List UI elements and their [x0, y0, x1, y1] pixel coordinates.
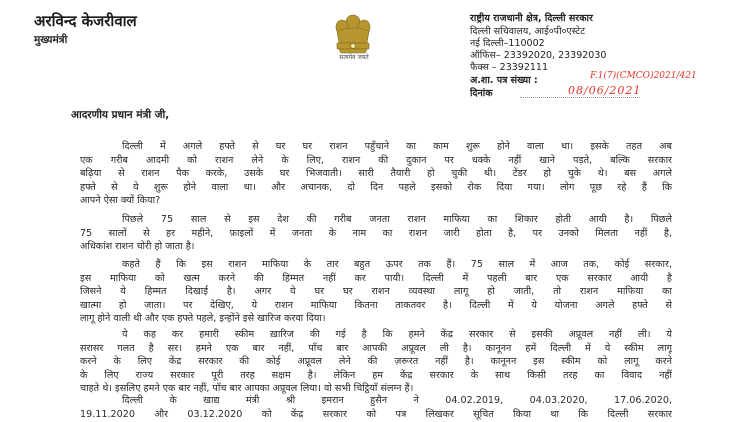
paragraph-line: हफ्ते से ये शुरू होने वाला था। और अचानक, दो दिन पहले इसको रोक दिया गया। लोग पूछ रहे हैं कि	[80, 181, 672, 193]
paragraph-line: लागू होने वाली थी और एक हफ्ते पहले, इन्होंने इसे खारिज करवा दिया।	[80, 313, 326, 324]
address-line-5: फैक्स – 23392111	[470, 62, 549, 73]
salutation: आदरणीय प्रधान मंत्री जी,	[71, 109, 170, 121]
reference-label: अ.शा. पत्र संख्या :	[470, 75, 538, 86]
date-label: दिनांक	[470, 88, 493, 99]
paragraph-line: खात्मा हो जाता। पर देखिए, ये राशन माफिया कितना ताकतवर है। दिल्ली में ये योजना अगले हफ्ते से	[80, 299, 672, 311]
address-line-1: राष्ट्रीय राजधानी क्षेत्र, दिल्ली सरकार	[470, 13, 593, 24]
reference-number: F.1(7)(CMCO)2021/421	[590, 71, 697, 81]
body-paragraph-2	[80, 213, 672, 254]
paragraph-line: जिसने ये हिम्मत दिखाई है। अगर ये घर घर राशन व्यवस्था लागू हो जाती, तो राशन माफिया का	[80, 286, 672, 297]
paragraph-line: 19.11.2020 और 03.12.2020 को केंद्र सरकार को पत्र लिखकर सूचित किया था कि दिल्ली सरकार	[80, 408, 672, 420]
paragraph-line: अधिकांश राशन चोरी हो जाता है।	[80, 241, 195, 252]
body-paragraph-4	[80, 328, 672, 396]
sender-name: अरविन्द केजरीवाल	[34, 12, 137, 30]
body-paragraph-5	[80, 394, 672, 421]
paragraph-line: करने के लिए केंद्र सरकार की कोई अप्रूवल लेने की ज़रूरत नहीं है। कानूनन इस स्कीम को लागू करने	[80, 356, 672, 367]
body-paragraph-1	[80, 140, 672, 208]
paragraph-line: के लिए राज्य सरकार पूरी तरह सक्षम है। लेकिन हम केंद्र सरकार के साथ किसी तरह का विवाद नहीं	[80, 369, 672, 381]
body-paragraph-3	[80, 258, 672, 326]
paragraph-line: ये कह कर हमारी स्कीम ख़ारिज की गई है कि हमने केंद्र सरकार से इसकी अप्रूवल नहीं ली। ये	[122, 329, 672, 340]
date-underline	[520, 97, 640, 98]
address-line-2: दिल्ली सचिवालय, आई०पी०एस्टेट	[470, 26, 585, 37]
paragraph-line: दिल्ली में अगले हफ्ते से घर घर राशन पहुँचाने का काम शुरू होने वाला था। इसके तहत अब	[122, 141, 672, 152]
paragraph-line: 75 सालों से हर महीने, फ़ाइलों में जनता के नाम का राशन जारी होता है, पर उनको मिलता नहीं है,	[80, 227, 672, 239]
paragraph-line: एक गरीब आदमी को राशन लेने के लिए, राशन की दुकान पर धक्के नहीं खाने पड़ते, बल्कि सरकार	[80, 154, 672, 166]
paragraph-line: आपने ऐसा क्यों किया?	[80, 195, 161, 206]
paragraph-line: चाहते थे। इसलिए हमने एक बार नहीं, पाँच बार आपका अप्रूवल लिया। वो सभी चिट्ठियाँ संलग्न हैं।	[80, 383, 414, 394]
paragraph-line: कहते हैं कि इस राशन माफिया के तार बहुत ऊपर तक हैं। 75 साल में आज तक, कोई सरकार,	[122, 259, 672, 270]
emblem-motto: सत्यमेव जयते	[339, 54, 369, 61]
sender-role: मुख्यमंत्री	[34, 34, 68, 46]
address-line-3: नई दिल्ली–110002	[470, 38, 545, 49]
paragraph-line: दिल्ली के खाद्य मंत्री श्री इमरान हुसैन ने 04.02.2019, 04.03.2020, 17.06.2020,	[122, 395, 672, 406]
paragraph-line: पिछले 75 साल से इस देश की गरीब जनता राशन माफिया का शिकार होती आयी है। पिछले	[122, 214, 672, 225]
letter-date: 08/06/2021	[568, 84, 642, 97]
paragraph-line: सरासर गलत है सर। हमने एक बार नहीं, पाँच बार आपकी अप्रूवल ली है। कानूनन हमें दिल्ली में ये स्कीम लागू	[80, 342, 672, 354]
address-line-4: ऑफिस– 23392020, 23392030	[470, 50, 607, 61]
paragraph-line: बढ़िया से राशन पैक करके, उसके घर भिजवाती। सारी तैयारी हो चुकी थी। टेंडर हो चुके थे। बस अगले	[80, 168, 672, 179]
paragraph-line: इस माफिया को खत्म करने की हिम्मत नहीं कर पायी। दिल्ली में पहली बार एक सरकार आयी है	[80, 272, 672, 284]
